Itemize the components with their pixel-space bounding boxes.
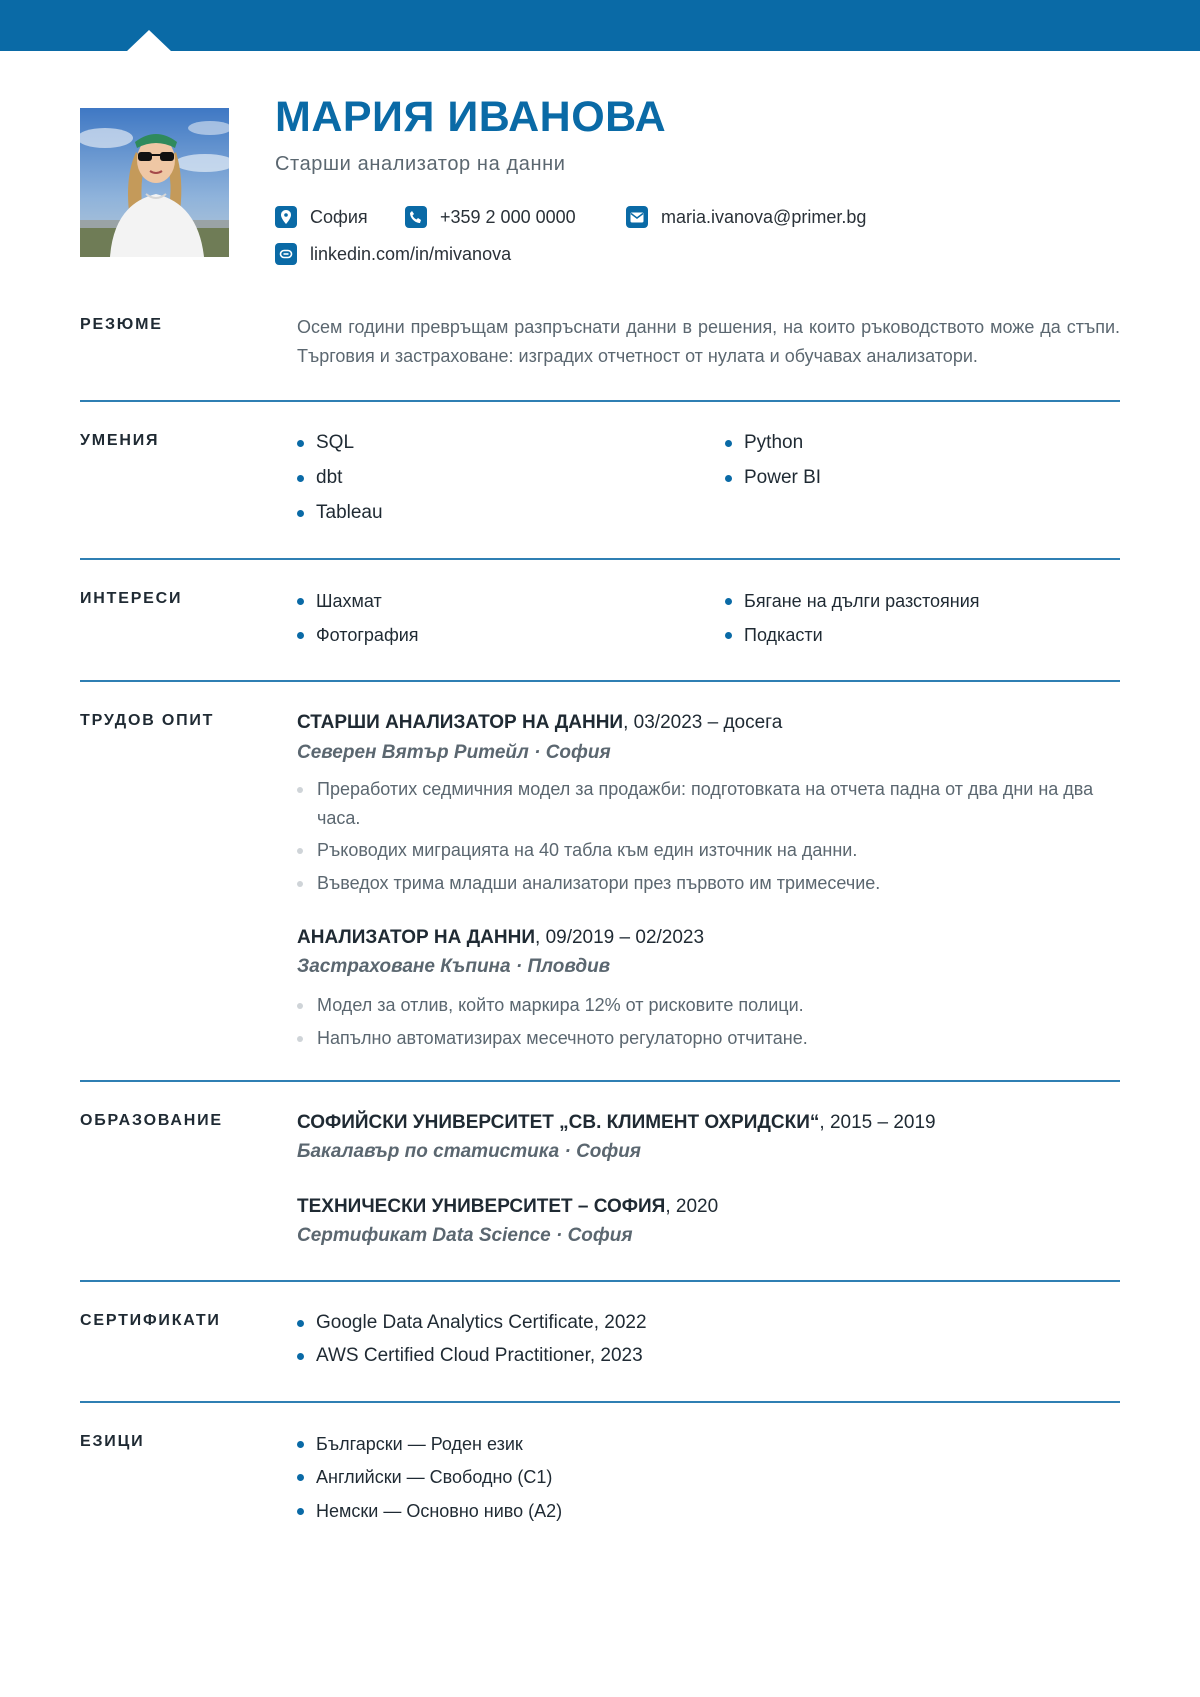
certificate-item: Google Data Analytics Certificate, 2022 xyxy=(297,1312,647,1334)
certificate-item: AWS Certified Cloud Practitioner, 2023 xyxy=(297,1345,643,1367)
header-bar xyxy=(0,0,1200,51)
section-divider xyxy=(80,558,1120,560)
bullet-dot xyxy=(725,632,732,639)
job-title-2: АНАЛИЗАТОР НА ДАННИ, 09/2019 – 02/2023 xyxy=(297,927,705,948)
profile-photo xyxy=(80,108,229,257)
contact-email[interactable] xyxy=(626,206,866,228)
bullet-dot xyxy=(297,1474,304,1481)
interest-item: Бягане на дълги разстояния xyxy=(725,591,980,612)
link-icon xyxy=(275,243,297,265)
interest-item: Шахмат xyxy=(297,591,382,612)
bullet-dot xyxy=(297,1508,304,1515)
contact-linkedin[interactable] xyxy=(275,243,511,265)
contact-location xyxy=(275,206,368,228)
section-label-summary: РЕЗЮМЕ xyxy=(80,316,163,333)
contact-phone[interactable] xyxy=(405,206,576,228)
section-label-languages: ЕЗИЦИ xyxy=(80,1433,145,1450)
bullet-dot xyxy=(297,1353,304,1360)
contact-email-text: maria.ivanova@primer.bg xyxy=(661,206,867,227)
bullet-dot xyxy=(297,598,304,605)
bullet-dot xyxy=(725,598,732,605)
section-label-education: ОБРАЗОВАНИЕ xyxy=(80,1112,223,1129)
education-school-1: СОФИЙСКИ УНИВЕРСИТЕТ „СВ. КЛИМЕНТ ОХРИДСКИ“, 2015 – 2019 xyxy=(297,1112,936,1133)
summary-text: Осем години превръщам разпръснати данни в решения, на които ръководството може да стъпи. Търговия и застраховане: изградих отчетност от нулата и обучавах анализатори. xyxy=(297,317,1120,366)
bullet-dot xyxy=(297,848,303,854)
job-company-2: Застраховане Къпина · Пловдив xyxy=(297,956,611,977)
mail-icon xyxy=(626,206,648,228)
education-degree-2: Сертификат Data Science · София xyxy=(297,1225,633,1246)
bullet-dot xyxy=(297,881,303,887)
section-label-skills: УМЕНИЯ xyxy=(80,432,160,449)
job-role: Старши анализатор на данни xyxy=(275,153,566,175)
phone-icon xyxy=(405,206,427,228)
language-item: Немски — Основно ниво (A2) xyxy=(297,1501,562,1522)
section-label-experience: ТРУДОВ ОПИТ xyxy=(80,712,215,729)
bullet-dot xyxy=(297,510,304,517)
bullet-dot xyxy=(297,632,304,639)
job-title-1: СТАРШИ АНАЛИЗАТОР НА ДАННИ, 03/2023 – досега xyxy=(297,712,783,733)
job-bullet: Ръководих миграцията на 40 табла към един източник на данни. xyxy=(297,836,1120,865)
bullet-dot xyxy=(297,440,304,447)
job-bullet: Напълно автоматизирах месечното регулаторно отчитане. xyxy=(297,1024,1120,1053)
language-item: Английски — Свободно (C1) xyxy=(297,1467,552,1488)
education-school-2: ТЕХНИЧЕСКИ УНИВЕРСИТЕТ – СОФИЯ, 2020 xyxy=(297,1196,719,1217)
skill-item: Tableau xyxy=(297,502,383,524)
contact-location-text: София xyxy=(310,206,368,227)
bullet-dot xyxy=(297,1441,304,1448)
skill-item: SQL xyxy=(297,432,354,454)
bullet-dot xyxy=(725,440,732,447)
interest-item: Подкасти xyxy=(725,625,823,646)
bullet-dot xyxy=(297,1003,303,1009)
header-notch xyxy=(126,30,172,52)
section-divider xyxy=(80,1080,1120,1082)
job-bullet: Въведох трима младши анализатори през първото им тримесечие. xyxy=(297,869,1120,898)
section-label-interests: ИНТЕРЕСИ xyxy=(80,590,183,607)
section-divider xyxy=(80,400,1120,402)
bullet-dot xyxy=(297,1036,303,1042)
education-degree-1: Бакалавър по статистика · София xyxy=(297,1141,641,1162)
section-divider xyxy=(80,1401,1120,1403)
skill-item: Power BI xyxy=(725,467,821,489)
bullet-dot xyxy=(297,475,304,482)
language-item: Български — Роден език xyxy=(297,1434,523,1455)
contact-phone-text: +359 2 000 0000 xyxy=(440,206,576,227)
bullet-dot xyxy=(297,1320,304,1327)
skill-item: Python xyxy=(725,432,803,454)
location-pin-icon xyxy=(275,206,297,228)
job-bullet: Модел за отлив, който маркира 12% от рисковите полици. xyxy=(297,991,1120,1020)
person-name: МАРИЯ ИВАНОВА xyxy=(275,93,667,141)
section-divider xyxy=(80,680,1120,682)
job-company-1: Северен Вятър Ритейл · София xyxy=(297,742,611,763)
section-label-certificates: СЕРТИФИКАТИ xyxy=(80,1312,221,1329)
contact-linkedin-text: linkedin.com/in/mivanova xyxy=(310,243,512,264)
interest-item: Фотография xyxy=(297,625,419,646)
section-divider xyxy=(80,1280,1120,1282)
skill-item: dbt xyxy=(297,467,342,489)
job-bullet: Преработих седмичния модел за продажби: подготовката на отчета падна от два дни на два часа. xyxy=(297,775,1120,833)
bullet-dot xyxy=(725,475,732,482)
bullet-dot xyxy=(297,787,303,793)
